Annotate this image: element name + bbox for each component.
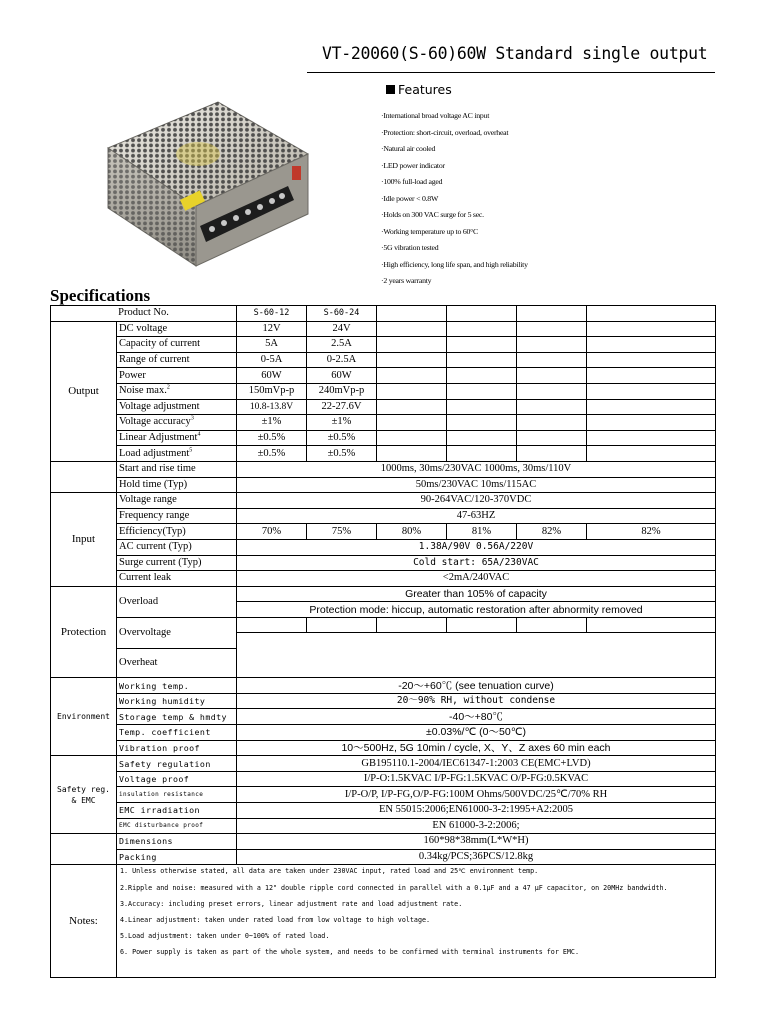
row-label: Overload <box>117 586 237 617</box>
value-cell: 10～500Hz, 5G 10min / cycle, X、Y、Z axes 60 min each <box>237 740 716 756</box>
row-label: Capacity of current <box>117 337 237 353</box>
value-cell: 90-264VAC/120-370VDC <box>237 493 716 509</box>
row-label <box>117 383 237 399</box>
row-label: Efficiency(Typ) <box>117 524 237 540</box>
value-cell: 0-5A <box>237 352 307 368</box>
row-label: Surge current (Typ) <box>117 555 237 571</box>
empty-cell <box>587 399 716 415</box>
feature-item: ·100% full-load aged <box>381 177 443 186</box>
empty-cell <box>517 399 587 415</box>
value-cell: 22-27.6V <box>307 399 377 415</box>
row-label: Hold time (Typ) <box>117 477 237 493</box>
empty-cell <box>377 321 447 337</box>
empty-cell <box>517 617 587 633</box>
row-label: Voltage proof <box>117 771 237 787</box>
value-cell: 10.8-13.8V <box>237 399 307 415</box>
empty-cell <box>587 617 716 633</box>
empty-cell <box>517 368 587 384</box>
feature-item: ·Natural air cooled <box>381 144 436 153</box>
empty-cell <box>517 415 587 431</box>
value-cell: 1000ms, 30ms/230VAC 1000ms, 30ms/110V <box>237 461 716 477</box>
empty-cell <box>587 321 716 337</box>
table-row <box>51 352 716 368</box>
value-cell: 150mVp-p <box>237 383 307 399</box>
footnote-ref: 5 <box>189 447 193 454</box>
value-cell: ±0.03%/℃ (0～50℃) <box>237 725 716 741</box>
empty-cell <box>587 368 716 384</box>
table-row <box>51 493 716 509</box>
empty-cell <box>447 368 517 384</box>
note-item: 6. Power supply is taken as part of the whole system, and needs to be confirmed with terminal instruments for EMC. <box>120 948 579 957</box>
value-cell: ±1% <box>237 415 307 431</box>
value-cell: 0-2.5A <box>307 352 377 368</box>
footnote-ref: 3 <box>190 415 194 422</box>
empty-cell <box>517 321 587 337</box>
value-cell: 60W <box>237 368 307 384</box>
table-row <box>51 337 716 353</box>
empty-cell <box>447 446 517 462</box>
row-label: Safety regulation <box>117 756 237 772</box>
empty-cell <box>587 430 716 446</box>
table-row <box>51 803 716 819</box>
empty-cell <box>447 321 517 337</box>
value-cell: 24V <box>307 321 377 337</box>
value-cell: ±0.5% <box>307 430 377 446</box>
table-row <box>51 787 716 803</box>
accuracy-label: Voltage accuracy <box>119 416 191 428</box>
linear-label: Linear Adjustment <box>119 432 198 444</box>
noise-label: Noise max. <box>119 385 167 397</box>
empty-cell <box>447 399 517 415</box>
row-label: Working temp. <box>117 678 237 694</box>
product-no-label: Product No. <box>51 306 237 322</box>
features-heading <box>386 82 452 97</box>
value-cell: Cold start: 65A/230VAC <box>237 555 716 571</box>
value-cell: 12V <box>237 321 307 337</box>
value-cell: 5A <box>237 337 307 353</box>
row-label: Start and rise time <box>117 461 237 477</box>
empty-cell <box>237 633 716 648</box>
row-label: AC current (Typ) <box>117 539 237 555</box>
table-row <box>51 834 716 850</box>
value-cell: ±0.5% <box>307 446 377 462</box>
value-cell: 82% <box>587 524 716 540</box>
group-safety: Safety reg. & EMC <box>51 756 117 834</box>
feature-item: ·International broad voltage AC input <box>381 111 490 120</box>
row-label <box>117 446 237 462</box>
empty-cell <box>377 446 447 462</box>
row-label: Frequency range <box>117 508 237 524</box>
row-label <box>117 430 237 446</box>
empty-cell <box>517 446 587 462</box>
empty-cell <box>377 430 447 446</box>
empty-cell <box>377 306 447 322</box>
table-row <box>51 586 716 602</box>
empty-cell <box>447 415 517 431</box>
value-cell: -20～+60℃ (see tenuation curve) <box>237 678 716 694</box>
feature-item: ·Holds on 300 VAC surge for 5 sec. <box>381 210 484 219</box>
table-row <box>51 648 716 663</box>
value-cell: 240mVp-p <box>307 383 377 399</box>
value-cell: -40～+80℃ <box>237 709 716 725</box>
value-cell: 160*98*38mm(L*W*H) <box>237 834 716 850</box>
value-cell: EN 61000-3-2:2006; <box>237 818 716 834</box>
empty-cell <box>377 337 447 353</box>
value-cell: 75% <box>307 524 377 540</box>
value-cell: 20～90% RH, without condense <box>237 693 716 709</box>
empty-cell <box>377 368 447 384</box>
empty-cell <box>587 446 716 462</box>
table-row <box>51 306 716 322</box>
row-label: Voltage adjustment <box>117 399 237 415</box>
table-row <box>51 446 716 462</box>
empty-cell <box>447 430 517 446</box>
table-row <box>51 399 716 415</box>
row-label: Overheat <box>117 648 237 678</box>
empty-cell <box>517 337 587 353</box>
row-label: Current leak <box>117 571 237 587</box>
table-row <box>51 555 716 571</box>
empty-cell <box>377 352 447 368</box>
row-label: Working humidity <box>117 693 237 709</box>
footnote-ref: 4 <box>197 431 201 438</box>
empty-cell <box>587 337 716 353</box>
table-row <box>51 477 716 493</box>
specifications-table <box>50 305 716 978</box>
empty-cell <box>587 415 716 431</box>
feature-item: ·2 years warranty <box>381 276 432 285</box>
value-cell: 1.38A/90V 0.56A/220V <box>237 539 716 555</box>
note-item: 3.Accuracy: including preset errors, linear adjustment rate and load adjustment rate. <box>120 900 463 909</box>
value-cell: 60W <box>307 368 377 384</box>
row-label: EMC disturbance proof <box>117 818 237 834</box>
value-cell: 47-63HZ <box>237 508 716 524</box>
empty-cell <box>447 617 517 633</box>
empty-cell <box>447 306 517 322</box>
table-row <box>51 693 716 709</box>
value-cell: I/P-O/P, I/P-FG,O/P-FG:100M Ohms/500VDC/25℃/70% RH <box>237 787 716 803</box>
table-row <box>51 678 716 694</box>
empty-cell <box>51 477 117 493</box>
empty-cell <box>447 337 517 353</box>
page-title: VT-20060(S-60)60W Standard single output <box>322 44 708 63</box>
value-cell: Protection mode: hiccup, automatic restoration after abnormity removed <box>237 602 716 618</box>
title-divider <box>307 72 715 73</box>
empty-cell <box>587 383 716 399</box>
row-label: Range of current <box>117 352 237 368</box>
value-cell: 82% <box>517 524 587 540</box>
table-row <box>51 539 716 555</box>
model-cell: S-60-24 <box>307 306 377 322</box>
table-row <box>51 508 716 524</box>
table-row <box>51 709 716 725</box>
note-item: 5.Load adjustment: taken under 0~100% of rated load. <box>120 932 330 941</box>
value-cell: 70% <box>237 524 307 540</box>
empty-cell <box>51 834 117 865</box>
row-label: Dimensions <box>117 834 237 850</box>
table-row <box>51 771 716 787</box>
value-cell: <2mA/240VAC <box>237 571 716 587</box>
empty-cell <box>447 383 517 399</box>
empty-cell <box>377 383 447 399</box>
value-cell: I/P-O:1.5KVAC I/P-FG:1.5KVAC O/P-FG:0.5KVAC <box>237 771 716 787</box>
table-row <box>51 725 716 741</box>
specifications-heading: Specifications <box>50 286 151 305</box>
table-row <box>51 461 716 477</box>
empty-cell <box>517 306 587 322</box>
empty-cell <box>587 306 716 322</box>
value-cell: 80% <box>377 524 447 540</box>
row-label: DC voltage <box>117 321 237 337</box>
group-environment: Environment <box>51 678 117 756</box>
empty-cell <box>517 383 587 399</box>
row-label: Overvoltage <box>117 617 237 648</box>
value-cell: Greater than 105% of capacity <box>237 586 716 602</box>
row-label: EMC irradiation <box>117 803 237 819</box>
table-row <box>51 740 716 756</box>
table-row <box>51 617 716 633</box>
row-label <box>117 415 237 431</box>
table-row <box>51 415 716 431</box>
value-cell: 2.5A <box>307 337 377 353</box>
features-heading-label: Features <box>398 82 452 97</box>
row-label: insulation resistance <box>117 787 237 803</box>
table-row <box>51 865 716 978</box>
value-cell: ±1% <box>307 415 377 431</box>
table-row <box>51 321 716 337</box>
empty-cell <box>517 430 587 446</box>
feature-item: ·Idle power < 0.8W <box>381 193 439 203</box>
empty-cell <box>237 648 716 663</box>
row-label: Voltage range <box>117 493 237 509</box>
notes-label: Notes: <box>51 865 117 978</box>
features-list <box>381 110 528 292</box>
empty-cell <box>307 617 377 633</box>
group-output: Output <box>51 321 117 461</box>
empty-cell <box>377 617 447 633</box>
value-cell: 0.34kg/PCS;36PCS/12.8kg <box>237 849 716 865</box>
table-row <box>51 383 716 399</box>
group-input: Input <box>51 493 117 587</box>
table-row <box>51 368 716 384</box>
note-item: 1. Unless otherwise stated, all data are taken under 230VAC input, rated load and 25℃ environment temp. <box>120 867 539 876</box>
table-row <box>51 571 716 587</box>
value-cell: EN 55015:2006;EN61000-3-2:1995+A2:2005 <box>237 803 716 819</box>
empty-cell <box>587 352 716 368</box>
empty-cell <box>51 461 117 477</box>
empty-cell <box>237 617 307 633</box>
table-row <box>51 756 716 772</box>
footnote-ref: 2 <box>166 384 170 391</box>
row-label: Vibration proof <box>117 740 237 756</box>
table-row <box>51 430 716 446</box>
notes-cell <box>117 865 716 978</box>
square-bullet-icon <box>386 85 395 94</box>
row-label: Power <box>117 368 237 384</box>
table-row <box>51 524 716 540</box>
table-row <box>51 818 716 834</box>
value-cell: GB195110.1-2004/IEC61347-1:2003 CE(EMC+LVD) <box>237 756 716 772</box>
empty-cell <box>517 352 587 368</box>
value-cell: 50ms/230VAC 10ms/115AC <box>237 477 716 493</box>
value-cell: 81% <box>447 524 517 540</box>
feature-item: ·High efficiency, long life span, and high reliability <box>381 259 528 269</box>
group-protection: Protection <box>51 586 117 678</box>
feature-item: ·LED power indicator <box>381 160 445 170</box>
empty-cell <box>447 352 517 368</box>
note-item: 2.Ripple and noise: measured with a 12" double ripple cord connected in parallel with a 0.1μF and a 47 μF capacitor, on 20MHz bandwidth. <box>120 884 668 893</box>
row-label: Temp. coefficient <box>117 725 237 741</box>
feature-item: ·5G vibration tested <box>381 243 439 252</box>
value-cell: ±0.5% <box>237 446 307 462</box>
note-item: 4.Linear adjustment: taken under rated load from low voltage to high voltage. <box>120 916 431 925</box>
row-label: Storage temp & hmdty <box>117 709 237 725</box>
feature-item: ·Working temperature up to 60°C <box>381 226 478 236</box>
load-label: Load adjustment <box>119 447 190 459</box>
feature-item: ·Protection: short-circuit, overload, overheat <box>381 127 509 137</box>
row-label: Packing <box>117 849 237 865</box>
table-row <box>51 849 716 865</box>
empty-cell <box>237 663 716 678</box>
value-cell: ±0.5% <box>237 430 307 446</box>
empty-cell <box>377 415 447 431</box>
power-supply-image <box>100 96 310 272</box>
empty-cell <box>377 399 447 415</box>
model-cell: S-60-12 <box>237 306 307 322</box>
